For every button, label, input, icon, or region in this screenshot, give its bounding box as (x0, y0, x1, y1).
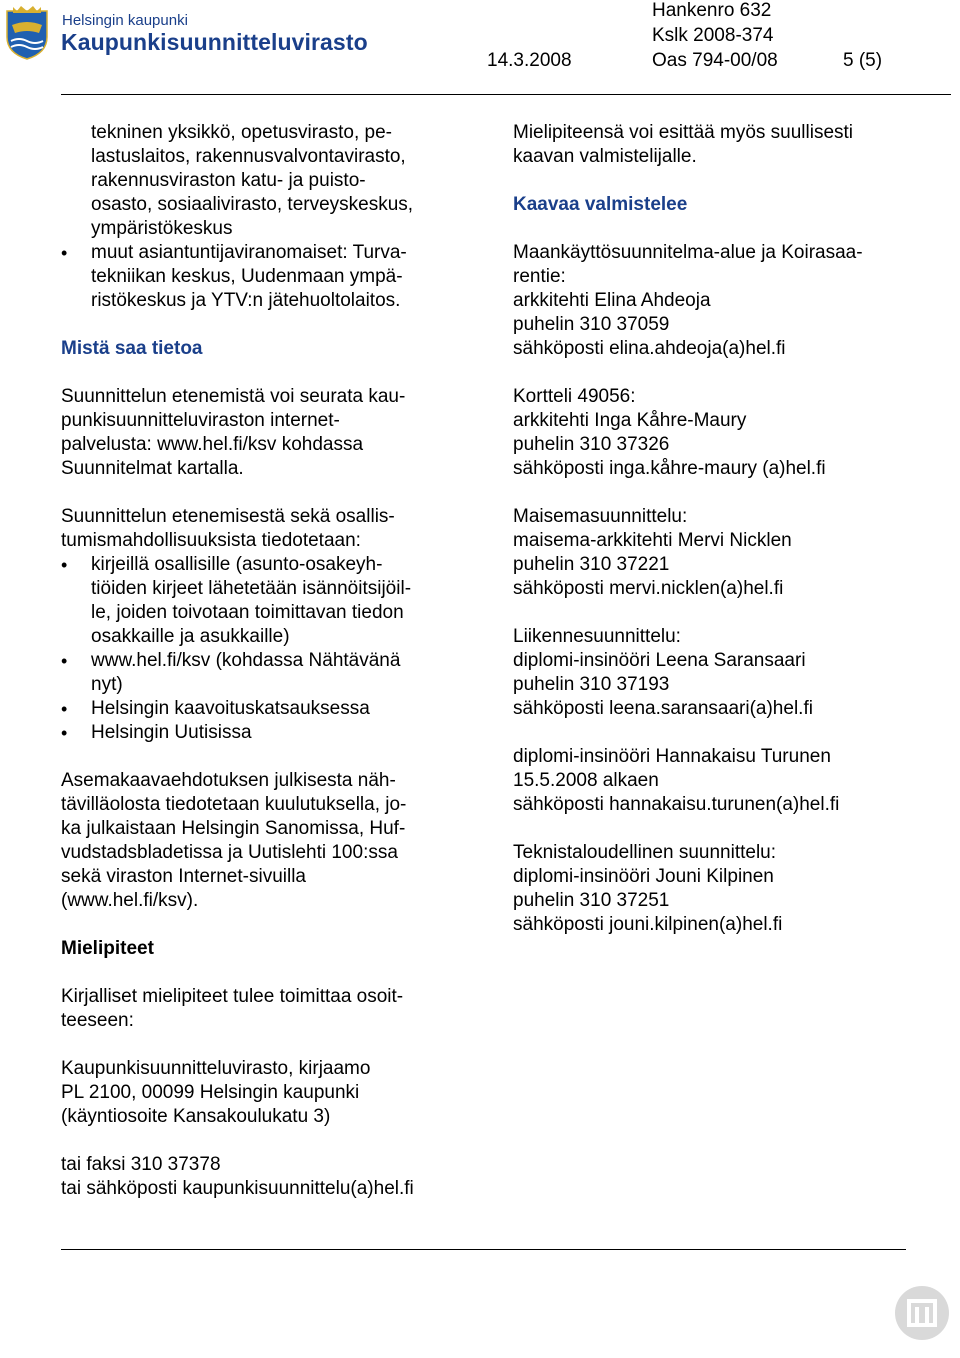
contact-block: Maisemasuunnittelu: maisema-arkkitehti Mervi Nicklen puhelin 310 37221 sähköposti mervi.nicklen(a)hel.fi (513, 506, 792, 599)
paragraph: Suunnittelun etenemisestä sekä osallis- tumismahdollisuuksista tiedotetaan: (61, 506, 395, 551)
list-item: • kirjeillä osallisille (asunto-osakeyh- tiöiden kirjeet lähetetään isännöitsijöil- le, joiden toivotaan toimittavan tiedon osakkaille ja asukkaille) (61, 553, 471, 649)
dept-name: Kaupunkisuunnitteluvirasto (61, 29, 368, 55)
info-channel-list (61, 553, 471, 745)
list-item: • Helsingin Uutisissa (61, 721, 471, 745)
contact-block: Liikennesuunnittelu: diplomi-insinööri Leena Saransaari puhelin 310 37193 sähköposti leena.saransaari(a)hel.fi (513, 626, 813, 719)
helsinki-crest-icon (3, 3, 51, 61)
header-rule (61, 94, 951, 95)
helsinki-logo-icon (893, 1283, 951, 1343)
contact-block: Maankäyttösuunnitelma-alue ja Koirasaa- rentie: arkkitehti Elina Ahdeoja puhelin 310 37059 sähköposti elina.ahdeoja(a)hel.fi (513, 242, 863, 359)
heading-tietoa: Mistä saa tietoa (61, 338, 203, 359)
heading-valmistelee: Kaavaa valmistelee (513, 194, 688, 215)
org-name: Helsingin kaupunki (62, 12, 188, 29)
paragraph: Kirjalliset mielipiteet tulee toimittaa osoit- teeseen: (61, 986, 404, 1031)
contact-block: Kortteli 49056: arkkitehti Inga Kåhre-Maury puhelin 310 37326 sähköposti inga.kåhre-maury (a)hel.fi (513, 386, 826, 479)
paragraph: Asemakaavaehdotuksen julkisesta näh- tävilläolosta tiedotetaan kuulutuksella, jo- ka julkaistaan Helsingin Sanomissa, Huf- vudstadsbladetissa ja Uutislehti 100:ssa sekä viraston Internet-sivuilla (www.hel.fi/ksv). (61, 770, 407, 911)
list-item: • muut asiantuntijaviranomaiset: Turva- tekniikan keskus, Uudenmaan ympä- ristökeskus ja YTV:n jätehuoltolaitos. (61, 241, 471, 313)
oas-number: Oas 794-00/08 (652, 50, 778, 71)
footer-rule (61, 1249, 906, 1250)
list-item: • www.hel.fi/ksv (kohdassa Nähtävänä nyt) (61, 649, 471, 697)
paragraph: Mielipiteensä voi esittää myös suullisesti kaavan valmistelijalle. (513, 122, 854, 167)
kslk: Kslk 2008-374 (652, 25, 774, 46)
paragraph: Suunnittelun etenemistä voi seurata kau- punkisuunnitteluviraston internet- palvelusta: www.hel.fi/ksv kohdassa Suunnitelmat kartalla. (61, 386, 406, 479)
contact-block: Teknistaloudellinen suunnittelu: diplomi-insinööri Jouni Kilpinen puhelin 310 37251 sähköposti jouni.kilpinen(a)hel.fi (513, 842, 783, 935)
page-number: 5 (5) (843, 50, 883, 71)
contact-block: diplomi-insinööri Hannakaisu Turunen 15.5.2008 alkaen sähköposti hannakaisu.turunen(a)hel.fi (513, 746, 840, 815)
authority-list (61, 241, 471, 313)
left-column (61, 121, 471, 1201)
doc-date: 14.3.2008 (487, 50, 572, 71)
list-item: • Helsingin kaavoituskatsauksessa (61, 697, 471, 721)
contact-fax-email: tai faksi 310 37378 tai sähköposti kaupunkisuunnittelu(a)hel.fi (61, 1154, 414, 1199)
bullet-continuation: tekninen yksikkö, opetusvirasto, pe- lastuslaitos, rakennusvalvontavirasto, rakennusviraston katu- ja puisto- osasto, sosiaalivirasto, terveyskeskus, ympäristökeskus (91, 122, 414, 239)
address: Kaupunkisuunnitteluvirasto, kirjaamo PL 2100, 00099 Helsingin kaupunki (käyntiosoite Kansakoulukatu 3) (61, 1058, 371, 1127)
heading-mielipiteet: Mielipiteet (61, 938, 154, 959)
right-column (513, 121, 933, 937)
hankenro: Hankenro 632 (652, 0, 772, 21)
